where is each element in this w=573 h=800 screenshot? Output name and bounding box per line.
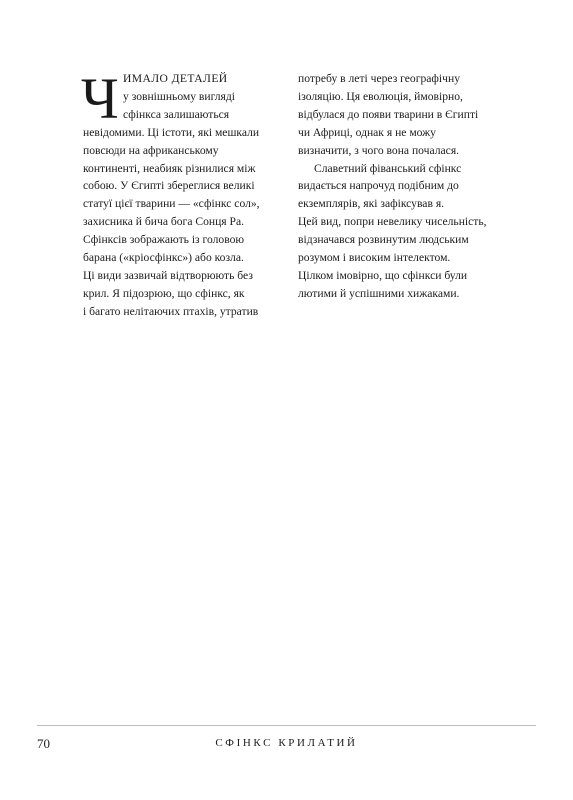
- text-line: захисника й бича бога Сонця Ра.: [83, 215, 245, 229]
- text-line: Сфінксів зображають із головою: [83, 233, 245, 247]
- text-line: чи Африці, однак я не можу: [298, 125, 436, 139]
- opening-line: ИМАЛО ДЕТАЛЕЙ: [123, 72, 228, 85]
- text-line: видається напрочуд подібним до: [298, 179, 459, 193]
- text-line: повсюди на африканському: [83, 143, 219, 157]
- drop-cap: Ч: [81, 66, 119, 131]
- text-line: континенті, неабияк різнилися між: [83, 161, 256, 175]
- text-line: відбулася до появи тварини в Єгипті: [298, 107, 479, 121]
- text-column-right: [298, 70, 508, 303]
- text-line: відзначався розвинутим людським: [298, 233, 469, 247]
- text-line: і багато нелітаючих птахів, утратив: [83, 304, 259, 318]
- text-line: невідомими. Ці істоти, які мешкали: [83, 125, 260, 139]
- paragraph-start-line: Славетний фіванський сфінкс: [314, 161, 462, 175]
- footer-divider: [37, 725, 536, 726]
- text-line: потребу в леті через географічну: [298, 72, 460, 85]
- text-line: Цей вид, попри невелику чисельність,: [298, 215, 487, 229]
- text-line: статуї цієї тварини — «сфінкс сол»,: [83, 197, 260, 211]
- running-head: СФІНКС КРИЛАТИЙ: [215, 737, 358, 749]
- text-column-left: [81, 66, 279, 321]
- text-line: Цілком імовірно, що сфінкси були: [298, 268, 468, 282]
- text-line: Ці види зазвичай відтворюють без: [83, 268, 253, 282]
- text-line: екземплярів, які зафіксував я.: [298, 197, 445, 211]
- text-line: сфінкса залишаються: [123, 107, 230, 121]
- text-line: лютими й успішними хижаками.: [298, 286, 460, 300]
- text-line: розумом і високим інтелектом.: [298, 251, 451, 265]
- text-line: визначити, з чого вона почалася.: [298, 143, 460, 157]
- text-line: ізоляцію. Ця еволюція, ймовірно,: [298, 89, 463, 103]
- page-number: 70: [37, 736, 50, 751]
- text-line: барана («кріосфінкс») або козла.: [83, 251, 244, 265]
- text-line: крил. Я підозрюю, що сфінкс, як: [83, 286, 245, 300]
- text-line: собою. У Єгипті збереглися великі: [83, 179, 255, 193]
- text-line: у зовнішньому вигляді: [123, 89, 236, 103]
